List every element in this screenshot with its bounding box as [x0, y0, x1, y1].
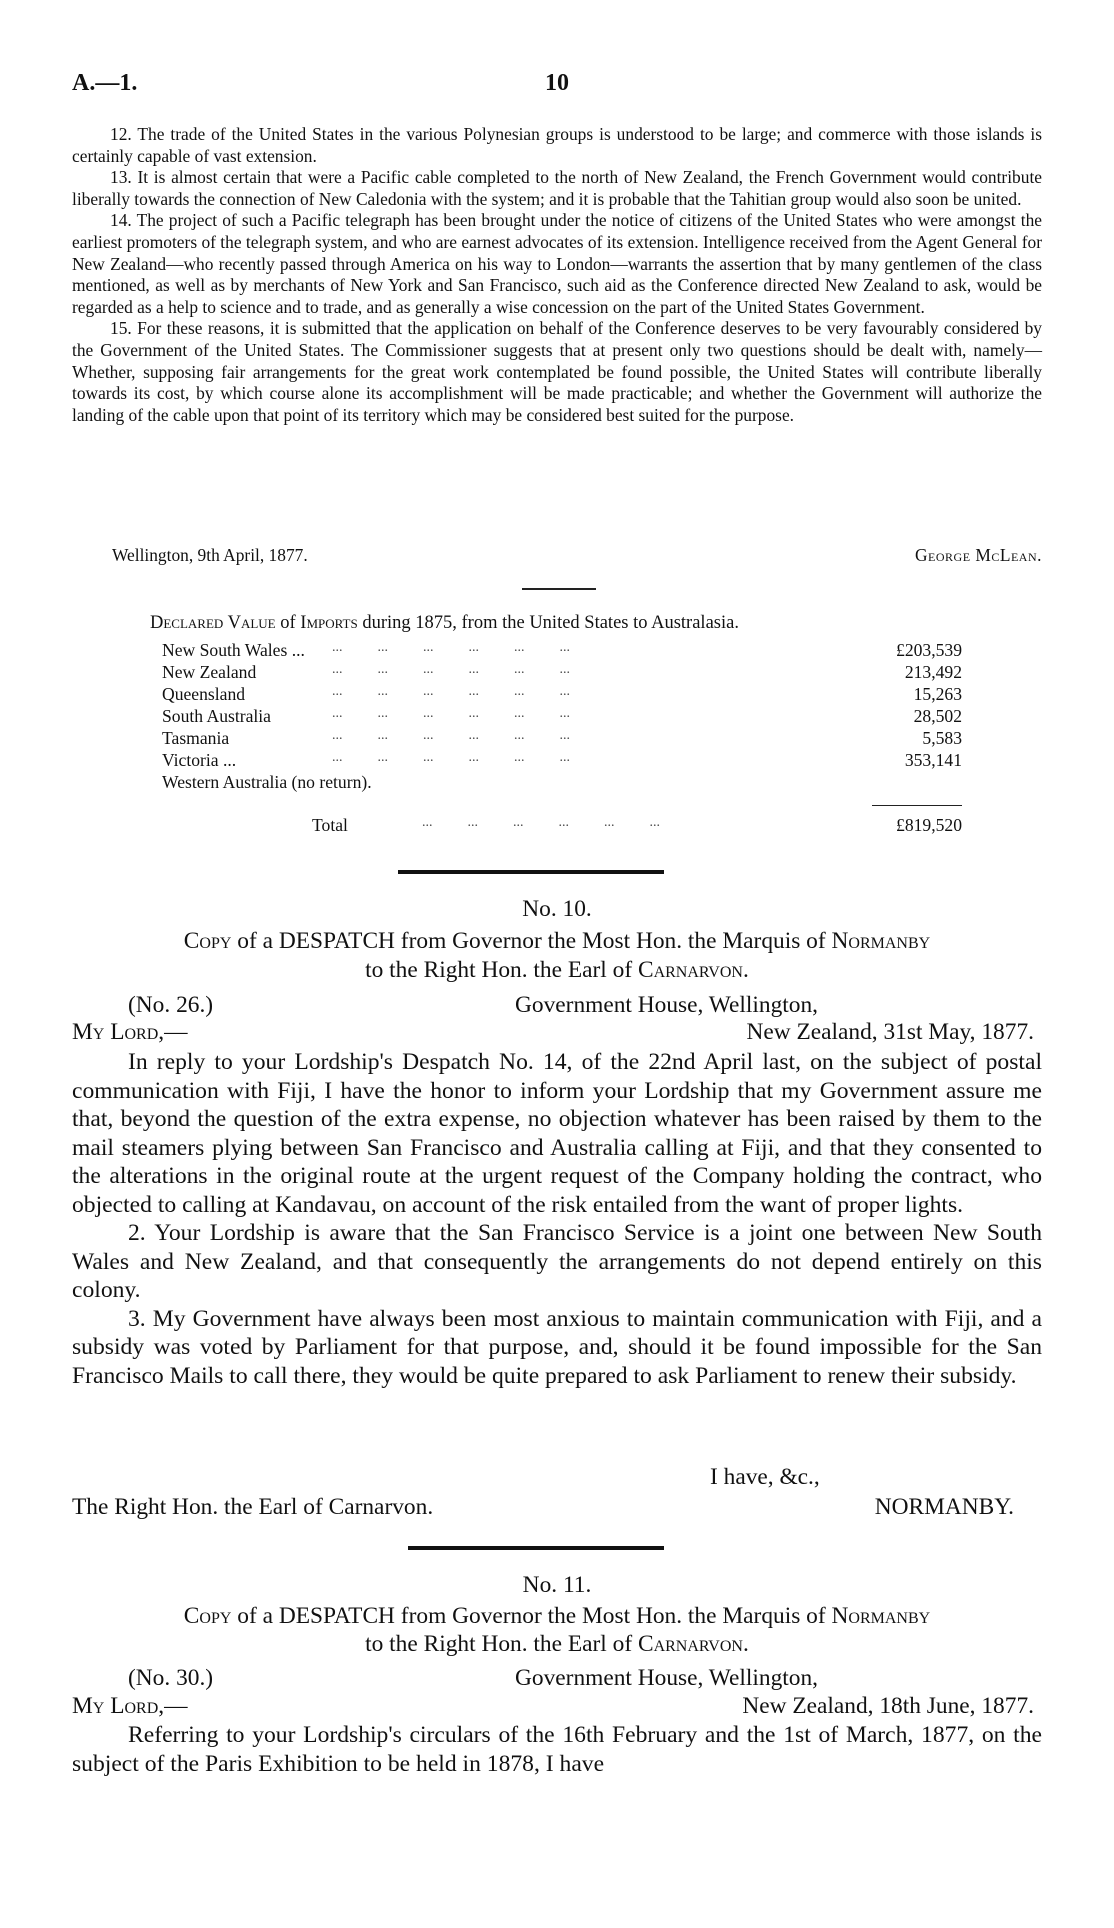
table-row	[162, 662, 962, 684]
row-state: Queensland	[162, 684, 246, 704]
section-divider	[408, 1546, 664, 1550]
title-text: of a DESPATCH from Governor the Most Hon. the Marquis of	[231, 1603, 832, 1629]
table-row	[162, 728, 962, 750]
despatch-10-number: No. 10.	[522, 896, 592, 922]
paragraph-12: 12. The trade of the United States in the various Polynesian groups is understood to be large; and commerce with those islands is certainly capable of vast extension.	[72, 124, 1042, 166]
despatch-11-ref: (No. 30.)	[128, 1665, 214, 1691]
short-divider	[522, 588, 596, 590]
row-leader: ... ... ... ... ... ...	[332, 728, 570, 743]
table-row	[162, 640, 962, 662]
despatch-10-salutation: My Lord,—	[72, 1019, 188, 1045]
despatch-10-closing: I have, &c.,	[710, 1464, 820, 1490]
row-value: £203,539	[896, 640, 962, 660]
row-state: New South Wales ...	[162, 640, 305, 660]
page-header	[72, 70, 1042, 104]
despatch-11-address-line2: New Zealand, 18th June, 1877.	[742, 1693, 1034, 1719]
signoff-date: Wellington, 9th April, 1877.	[112, 545, 308, 565]
row-value: 28,502	[913, 706, 962, 726]
total-sum-line	[872, 805, 962, 806]
despatch-10-title-line2	[72, 957, 1042, 984]
title-copy: Copy	[183, 1603, 232, 1629]
row-leader: ... ... ... ... ... ...	[332, 750, 570, 765]
despatch-10-paragraph-2: 2. Your Lordship is aware that the San Francisco Service is a joint one between New South Wales and New Zealand, and that consequently the arrangements do not depend entirely on this colony.	[72, 1220, 1042, 1303]
table-row	[162, 684, 962, 706]
title-part-declared-value: Declared Value	[150, 613, 276, 633]
row-leader: ... ... ... ... ... ...	[332, 706, 570, 721]
title-part-imports: Imports	[300, 613, 358, 633]
paragraph-13: 13. It is almost certain that were a Pacific cable completed to the north of New Zealand, the French Government would contribute liberally towards the connection of New Caledonia with the system; and it is probable that the Tahitian group would also soon be united.	[72, 167, 1042, 209]
title-text: to the Right Hon. the Earl of	[365, 1631, 638, 1657]
despatch-10-ref: (No. 26.)	[128, 992, 214, 1018]
title-carnarvon: Carnarvon	[637, 1631, 743, 1657]
title-carnarvon: Carnarvon	[637, 957, 743, 983]
row-leader: ... ... ... ... ... ...	[332, 684, 570, 699]
despatch-10-signature: NORMANBY.	[874, 1494, 1014, 1520]
despatch-11-paragraph-1: Referring to your Lordship's circulars of the 16th February and the 1st of March, 1877, on the subject of the Paris Exhibition to be held in 1878, I have	[72, 1722, 1042, 1777]
row-value: 5,583	[922, 728, 962, 748]
despatch-11-body	[72, 1721, 1042, 1778]
signoff-signature: George McLean.	[914, 545, 1042, 565]
despatch-11-title	[72, 1603, 1042, 1630]
row-value: 353,141	[904, 750, 962, 770]
title-part-rest: during 1875, from the United States to Australasia.	[357, 613, 739, 633]
row-state: Victoria ...	[162, 750, 237, 770]
title-normanby: Normanby	[831, 1603, 931, 1629]
row-value: 15,263	[913, 684, 962, 704]
table-total-row	[162, 815, 962, 837]
section-divider	[398, 870, 664, 874]
row-leader: ... ... ... ... ... ...	[332, 662, 570, 677]
despatch-10-address-line2: New Zealand, 31st May, 1877.	[746, 1019, 1034, 1045]
title-period: .	[742, 957, 749, 983]
despatch-10-paragraph-1: In reply to your Lordship's Despatch No. 14, of the 22nd April last, on the subject of postal communication with Fiji, I have the honor to inform your Lordship that my Government assure me that, beyond the question of the extra expense, no objection whatever has been raised by them to the mail steamers plying between San Francisco and Australia calling at Fiji, and that they consented to the alterations in the original route at the urgent request of the Company holding the contract, who objected to calling at Kandavau, on account of the risk entailed from the want of proper lights.	[72, 1049, 1042, 1218]
report-paragraphs	[72, 124, 1042, 426]
despatch-10-address-line1: Government House, Wellington,	[515, 992, 819, 1018]
row-leader: ... ... ... ... ... ...	[422, 815, 660, 830]
despatch-11-address-line1: Government House, Wellington,	[515, 1665, 819, 1691]
table-row	[162, 750, 962, 772]
despatch-11-number: No. 11.	[522, 1572, 592, 1598]
title-period: .	[742, 1631, 749, 1657]
title-normanby: Normanby	[831, 928, 931, 954]
paragraph-15: 15. For these reasons, it is submitted that the application on behalf of the Conference deserves to be very favourably considered by the Government of the United States. The Commissioner suggests that at present only two questions should be dealt with, namely—Whether, supposing fair arrangements for the great work contemplated be found possible, the United States will contribute liberally towards its cost, by which course alone its accomplishment will be made practicable; and whether the Government will authorize the landing of the cable upon that point of its territory which may be considered best suited for the purpose.	[72, 318, 1042, 425]
title-text: to the Right Hon. the Earl of	[365, 957, 638, 983]
row-state: Western Australia (no return).	[162, 772, 372, 792]
despatch-10-body	[72, 1048, 1042, 1390]
imports-table-title	[150, 613, 990, 634]
row-value: 213,492	[904, 662, 962, 682]
row-state: Tasmania	[162, 728, 230, 748]
table-row	[162, 772, 962, 794]
title-part-of: of	[275, 613, 301, 633]
table-row	[162, 706, 962, 728]
despatch-10-paragraph-3: 3. My Government have always been most anxious to maintain communication with Fiji, and a subsidy was voted by Parliament for that purpose, and, should it be found impossible for the San Francisco Mails to call there, they would be quite prepared to ask Parliament to renew their subsidy.	[72, 1305, 1042, 1389]
total-label: Total	[312, 815, 348, 835]
title-text: of a DESPATCH from Governor the Most Hon. the Marquis of	[231, 928, 832, 954]
total-value: £819,520	[896, 815, 962, 835]
row-leader: ... ... ... ... ... ...	[332, 640, 570, 655]
despatch-10-title	[72, 928, 1042, 955]
title-copy: Copy	[183, 928, 232, 954]
row-state: New Zealand	[162, 662, 257, 682]
report-signoff	[112, 545, 1042, 569]
despatch-11-salutation: My Lord,—	[72, 1693, 188, 1719]
row-state: South Australia	[162, 706, 271, 726]
page-number: 10	[545, 70, 569, 96]
despatch-10-addressee: The Right Hon. the Earl of Carnarvon.	[72, 1494, 434, 1520]
document-reference: A.—1.	[72, 70, 138, 96]
paragraph-14: 14. The project of such a Pacific telegraph has been brought under the notice of citizens of the United States who were amongst the earliest promoters of the telegraph system, and who are earnest advocates of its extension. Intelligence received from the Agent General for New Zealand—who recently passed through America on his way to London—warrants the assertion that by many gentlemen of the class mentioned, as well as by merchants of New York and San Francisco, such aid as the Conference directed New Zealand to ask, would be regarded as a help to science and to trade, and as generally a wise concession on the part of the United States Government.	[72, 210, 1042, 317]
despatch-11-title-line2	[72, 1631, 1042, 1658]
